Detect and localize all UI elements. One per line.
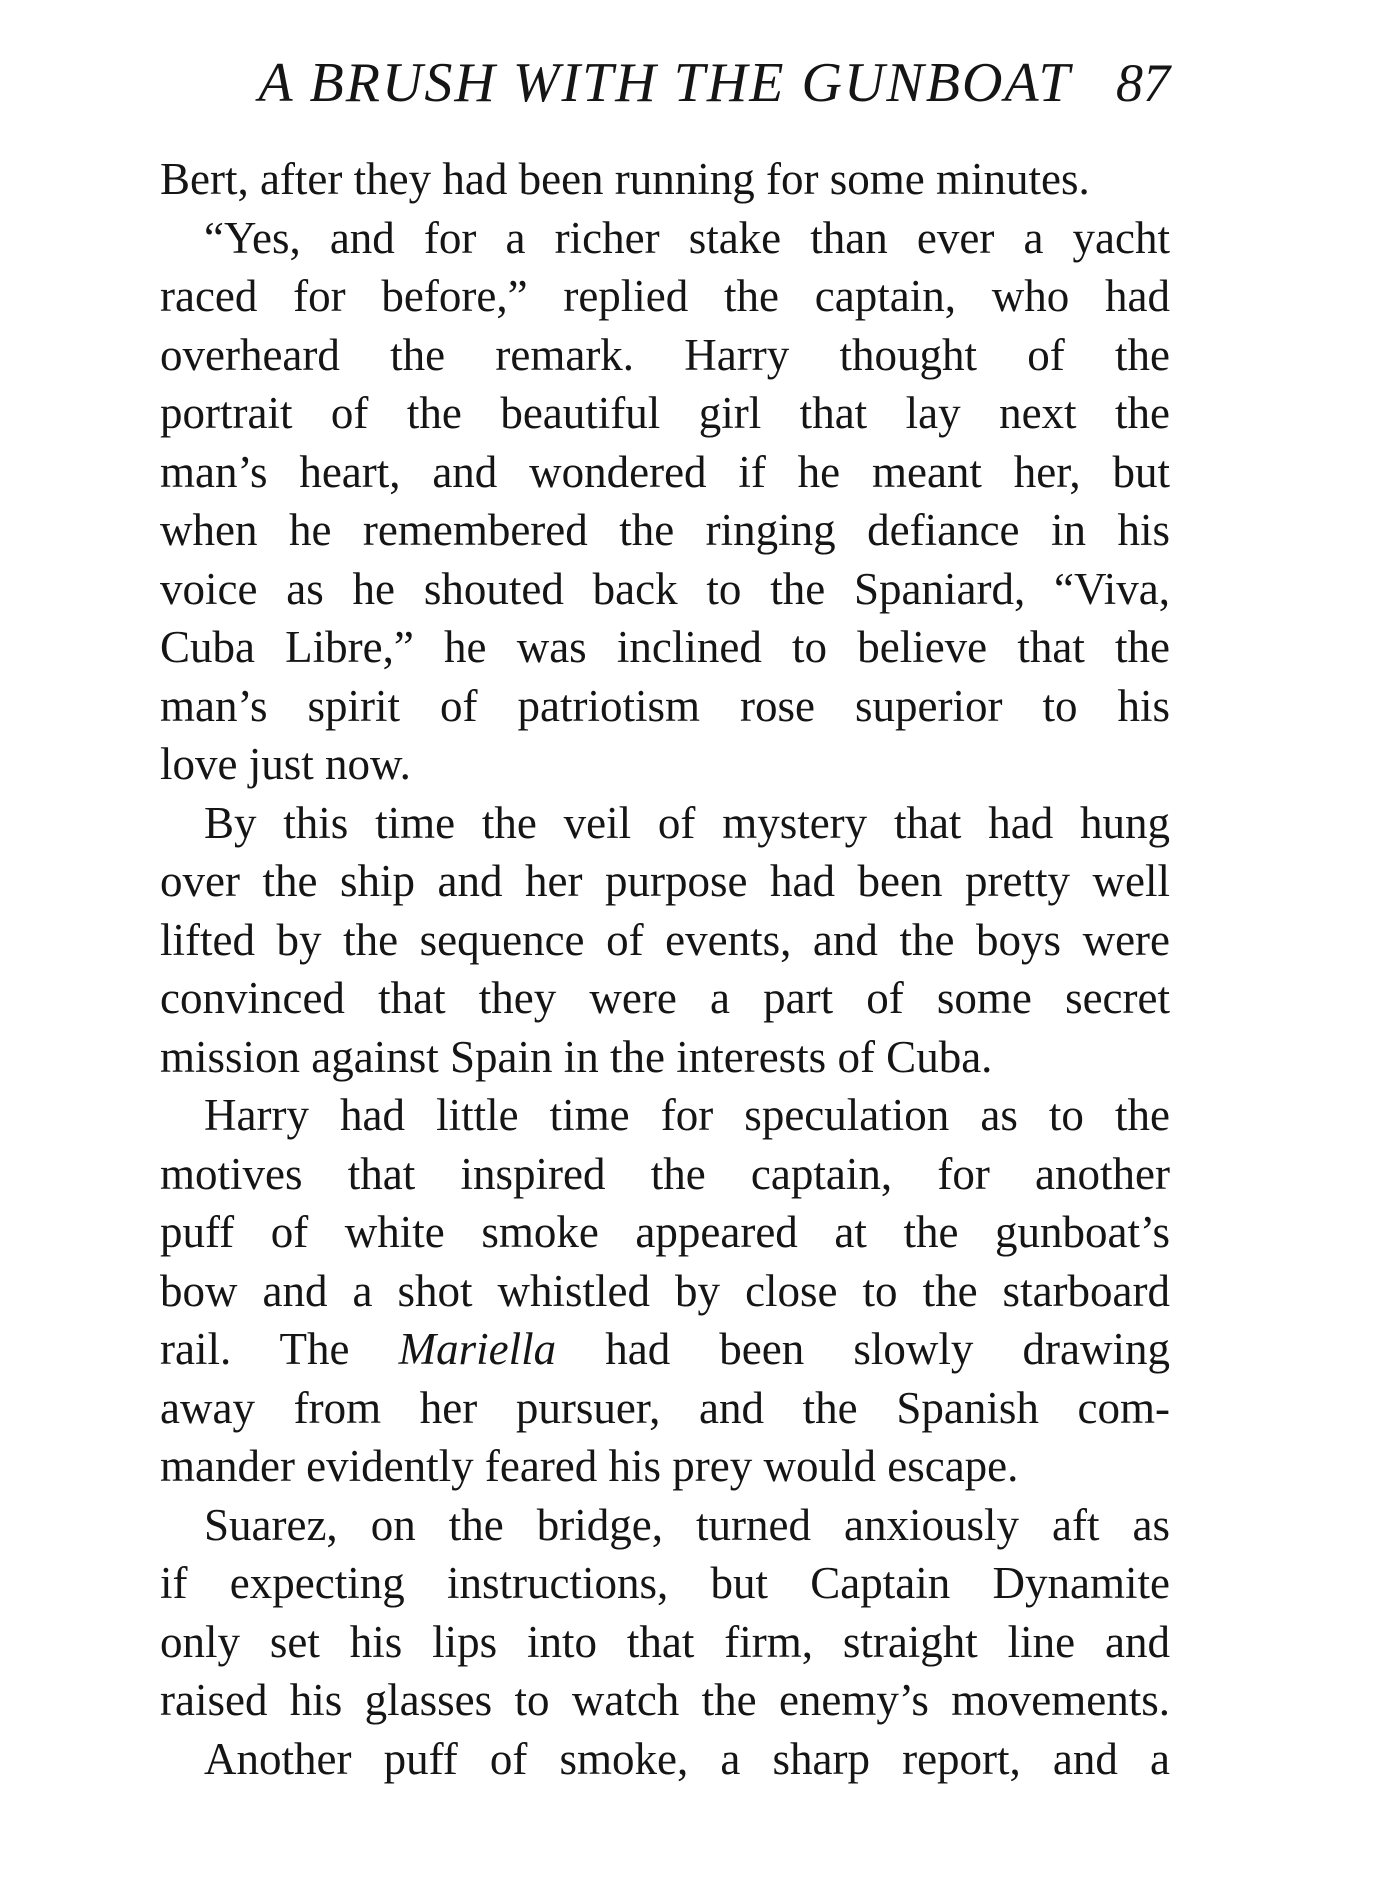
text-line: raced for before,” replied the captain, who had bbox=[160, 271, 1170, 321]
text-line bbox=[160, 1320, 1170, 1379]
text-line: Harry had little time for speculation as to the bbox=[204, 1090, 1170, 1140]
text-line: only set his lips into that firm, straight line and bbox=[160, 1616, 1170, 1667]
text-line: over the ship and her purpose had been pretty well bbox=[160, 856, 1170, 906]
text-line-end: had been slowly drawing bbox=[556, 1324, 1170, 1374]
text-line: man’s spirit of patriotism rose superior to his bbox=[160, 680, 1170, 731]
text-line: Bert, after they had been running for some minutes. bbox=[160, 154, 1090, 204]
text-line: By this time the veil of mystery that had hung bbox=[204, 797, 1170, 848]
text-line: man’s heart, and wondered if he meant her, but bbox=[160, 446, 1170, 497]
text-line: love just now. bbox=[160, 739, 411, 789]
text-line: Another puff of smoke, a sharp report, and a bbox=[204, 1733, 1170, 1784]
text-line: mission against Spain in the interests of Cuba. bbox=[160, 1031, 993, 1082]
text-line: overheard the remark. Harry thought of the bbox=[160, 329, 1170, 380]
ship-name: Mariella bbox=[398, 1324, 557, 1374]
text-line: when he remembered the ringing defiance in his bbox=[160, 505, 1170, 555]
text-line: lifted by the sequence of events, and the boys were bbox=[160, 914, 1170, 965]
running-head bbox=[160, 38, 1170, 128]
running-title: A BRUSH WITH THE GUNBOAT bbox=[258, 52, 1072, 114]
text-line: motives that inspired the captain, for another bbox=[160, 1148, 1170, 1199]
text-line: bow and a shot whistled by close to the starboard bbox=[160, 1265, 1170, 1316]
body-text bbox=[160, 150, 1170, 1788]
page-number: 87 bbox=[1116, 53, 1170, 113]
text-line: if expecting instructions, but Captain Dynamite bbox=[160, 1558, 1170, 1608]
text-line: mander evidently feared his prey would escape. bbox=[160, 1441, 1019, 1491]
text-line: Cuba Libre,” he was inclined to believe that the bbox=[160, 622, 1170, 672]
text-line: “Yes, and for a richer stake than ever a yacht bbox=[204, 212, 1170, 263]
text-line: raised his glasses to watch the enemy’s movements. bbox=[160, 1675, 1170, 1725]
text-line: away from her pursuer, and the Spanish com- bbox=[160, 1382, 1170, 1433]
text-line: Suarez, on the bridge, turned anxiously aft as bbox=[204, 1499, 1170, 1550]
text-line: convinced that they were a part of some secret bbox=[160, 973, 1170, 1023]
text-line: voice as he shouted back to the Spaniard, “Viva, bbox=[160, 563, 1170, 614]
text-line-start: rail. The bbox=[160, 1324, 399, 1374]
text-line: puff of white smoke appeared at the gunboat’s bbox=[160, 1207, 1170, 1257]
text-line: portrait of the beautiful girl that lay next the bbox=[160, 388, 1170, 438]
